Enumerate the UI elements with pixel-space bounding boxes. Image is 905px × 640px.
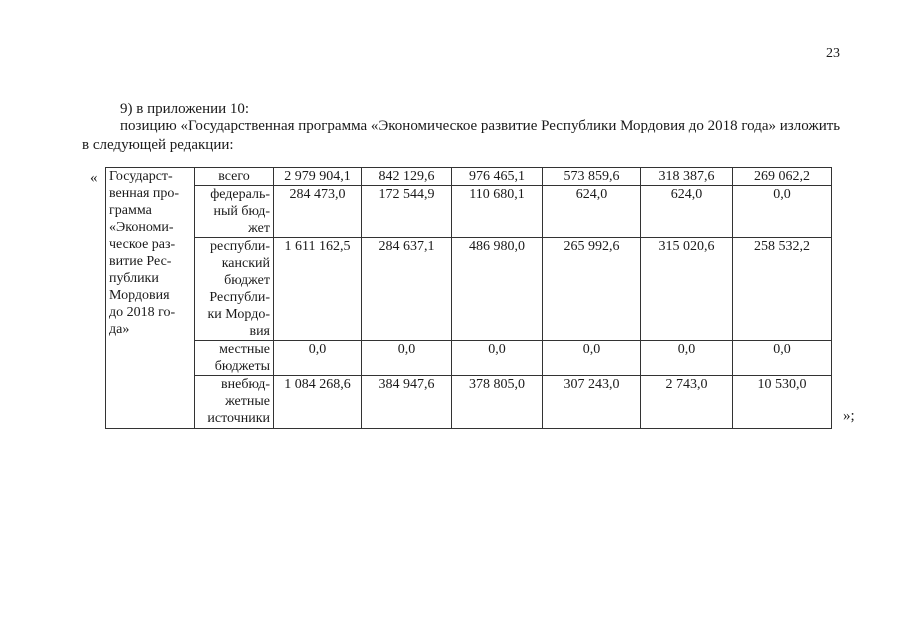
source-line: жет bbox=[248, 221, 270, 236]
value-cell: 624,0 bbox=[641, 186, 733, 238]
source-line: федераль- bbox=[210, 187, 270, 202]
value-cell: 0,0 bbox=[362, 341, 452, 376]
value-cell: 842 129,6 bbox=[362, 168, 452, 186]
table-row bbox=[106, 341, 832, 376]
program-name-line: да» bbox=[109, 322, 130, 337]
source-cell-extrabudgetary bbox=[195, 376, 274, 429]
source-line: вия bbox=[249, 324, 270, 339]
value-cell: 0,0 bbox=[733, 186, 832, 238]
source-cell-local bbox=[195, 341, 274, 376]
value-cell: 10 530,0 bbox=[733, 376, 832, 429]
source-line: источники bbox=[207, 411, 270, 426]
value-cell: 624,0 bbox=[543, 186, 641, 238]
value-cell: 0,0 bbox=[274, 341, 362, 376]
value-cell: 0,0 bbox=[452, 341, 543, 376]
source-line: бюджеты bbox=[214, 359, 270, 374]
value-cell: 0,0 bbox=[641, 341, 733, 376]
paragraph-line-3: в следующей редакции: bbox=[82, 137, 234, 153]
value-cell: 110 680,1 bbox=[452, 186, 543, 238]
source-line: республи- bbox=[210, 239, 270, 254]
value-cell: 172 544,9 bbox=[362, 186, 452, 238]
value-cell: 573 859,6 bbox=[543, 168, 641, 186]
value-cell: 0,0 bbox=[543, 341, 641, 376]
source-line: всего bbox=[218, 169, 250, 184]
paragraph-line-1: 9) в приложении 10: bbox=[120, 101, 250, 117]
source-line: канский bbox=[221, 256, 270, 271]
value-cell: 265 992,6 bbox=[543, 238, 641, 341]
program-name-line: «Экономи- bbox=[109, 220, 174, 235]
value-cell: 269 062,2 bbox=[733, 168, 832, 186]
value-cell: 284 637,1 bbox=[362, 238, 452, 341]
table-row bbox=[106, 168, 832, 186]
source-line: жетные bbox=[225, 394, 270, 409]
source-cell-total bbox=[195, 168, 274, 186]
value-cell: 0,0 bbox=[733, 341, 832, 376]
closing-quote: »; bbox=[843, 408, 855, 424]
value-cell: 976 465,1 bbox=[452, 168, 543, 186]
page-number: 23 bbox=[826, 46, 840, 61]
value-cell: 284 473,0 bbox=[274, 186, 362, 238]
value-cell: 318 387,6 bbox=[641, 168, 733, 186]
program-name-line: ческое раз- bbox=[109, 237, 176, 252]
source-line: бюджет bbox=[224, 273, 270, 288]
source-line: внебюд- bbox=[221, 377, 270, 392]
program-name-line: Мордовия bbox=[109, 288, 170, 303]
value-cell: 315 020,6 bbox=[641, 238, 733, 341]
value-cell: 258 532,2 bbox=[733, 238, 832, 341]
source-line: Республи- bbox=[209, 290, 270, 305]
value-cell: 384 947,6 bbox=[362, 376, 452, 429]
value-cell: 1 084 268,6 bbox=[274, 376, 362, 429]
program-name-line: публики bbox=[109, 271, 159, 286]
value-cell: 2 743,0 bbox=[641, 376, 733, 429]
table-row bbox=[106, 186, 832, 238]
program-name-line: грамма bbox=[109, 203, 152, 218]
program-name-cell bbox=[106, 168, 195, 429]
program-name-line: Государст- bbox=[109, 169, 173, 184]
source-line: местные bbox=[219, 342, 270, 357]
value-cell: 486 980,0 bbox=[452, 238, 543, 341]
value-cell: 307 243,0 bbox=[543, 376, 641, 429]
value-cell: 2 979 904,1 bbox=[274, 168, 362, 186]
program-name-line: витие Рес- bbox=[109, 254, 172, 269]
program-table bbox=[105, 167, 832, 429]
table-row bbox=[106, 238, 832, 341]
value-cell: 378 805,0 bbox=[452, 376, 543, 429]
source-cell-federal bbox=[195, 186, 274, 238]
value-cell: 1 611 162,5 bbox=[274, 238, 362, 341]
source-cell-republican bbox=[195, 238, 274, 341]
table-row bbox=[106, 376, 832, 429]
paragraph-line-2: позицию «Государственная программа «Экономическое развитие Республики Мордовия до 2018 года» изложить bbox=[120, 118, 841, 134]
program-name-line: венная про- bbox=[109, 186, 180, 201]
program-name-line: до 2018 го- bbox=[109, 305, 176, 320]
opening-quote: « bbox=[90, 170, 98, 186]
source-line: ки Мордо- bbox=[207, 307, 270, 322]
source-line: ный бюд- bbox=[213, 204, 270, 219]
